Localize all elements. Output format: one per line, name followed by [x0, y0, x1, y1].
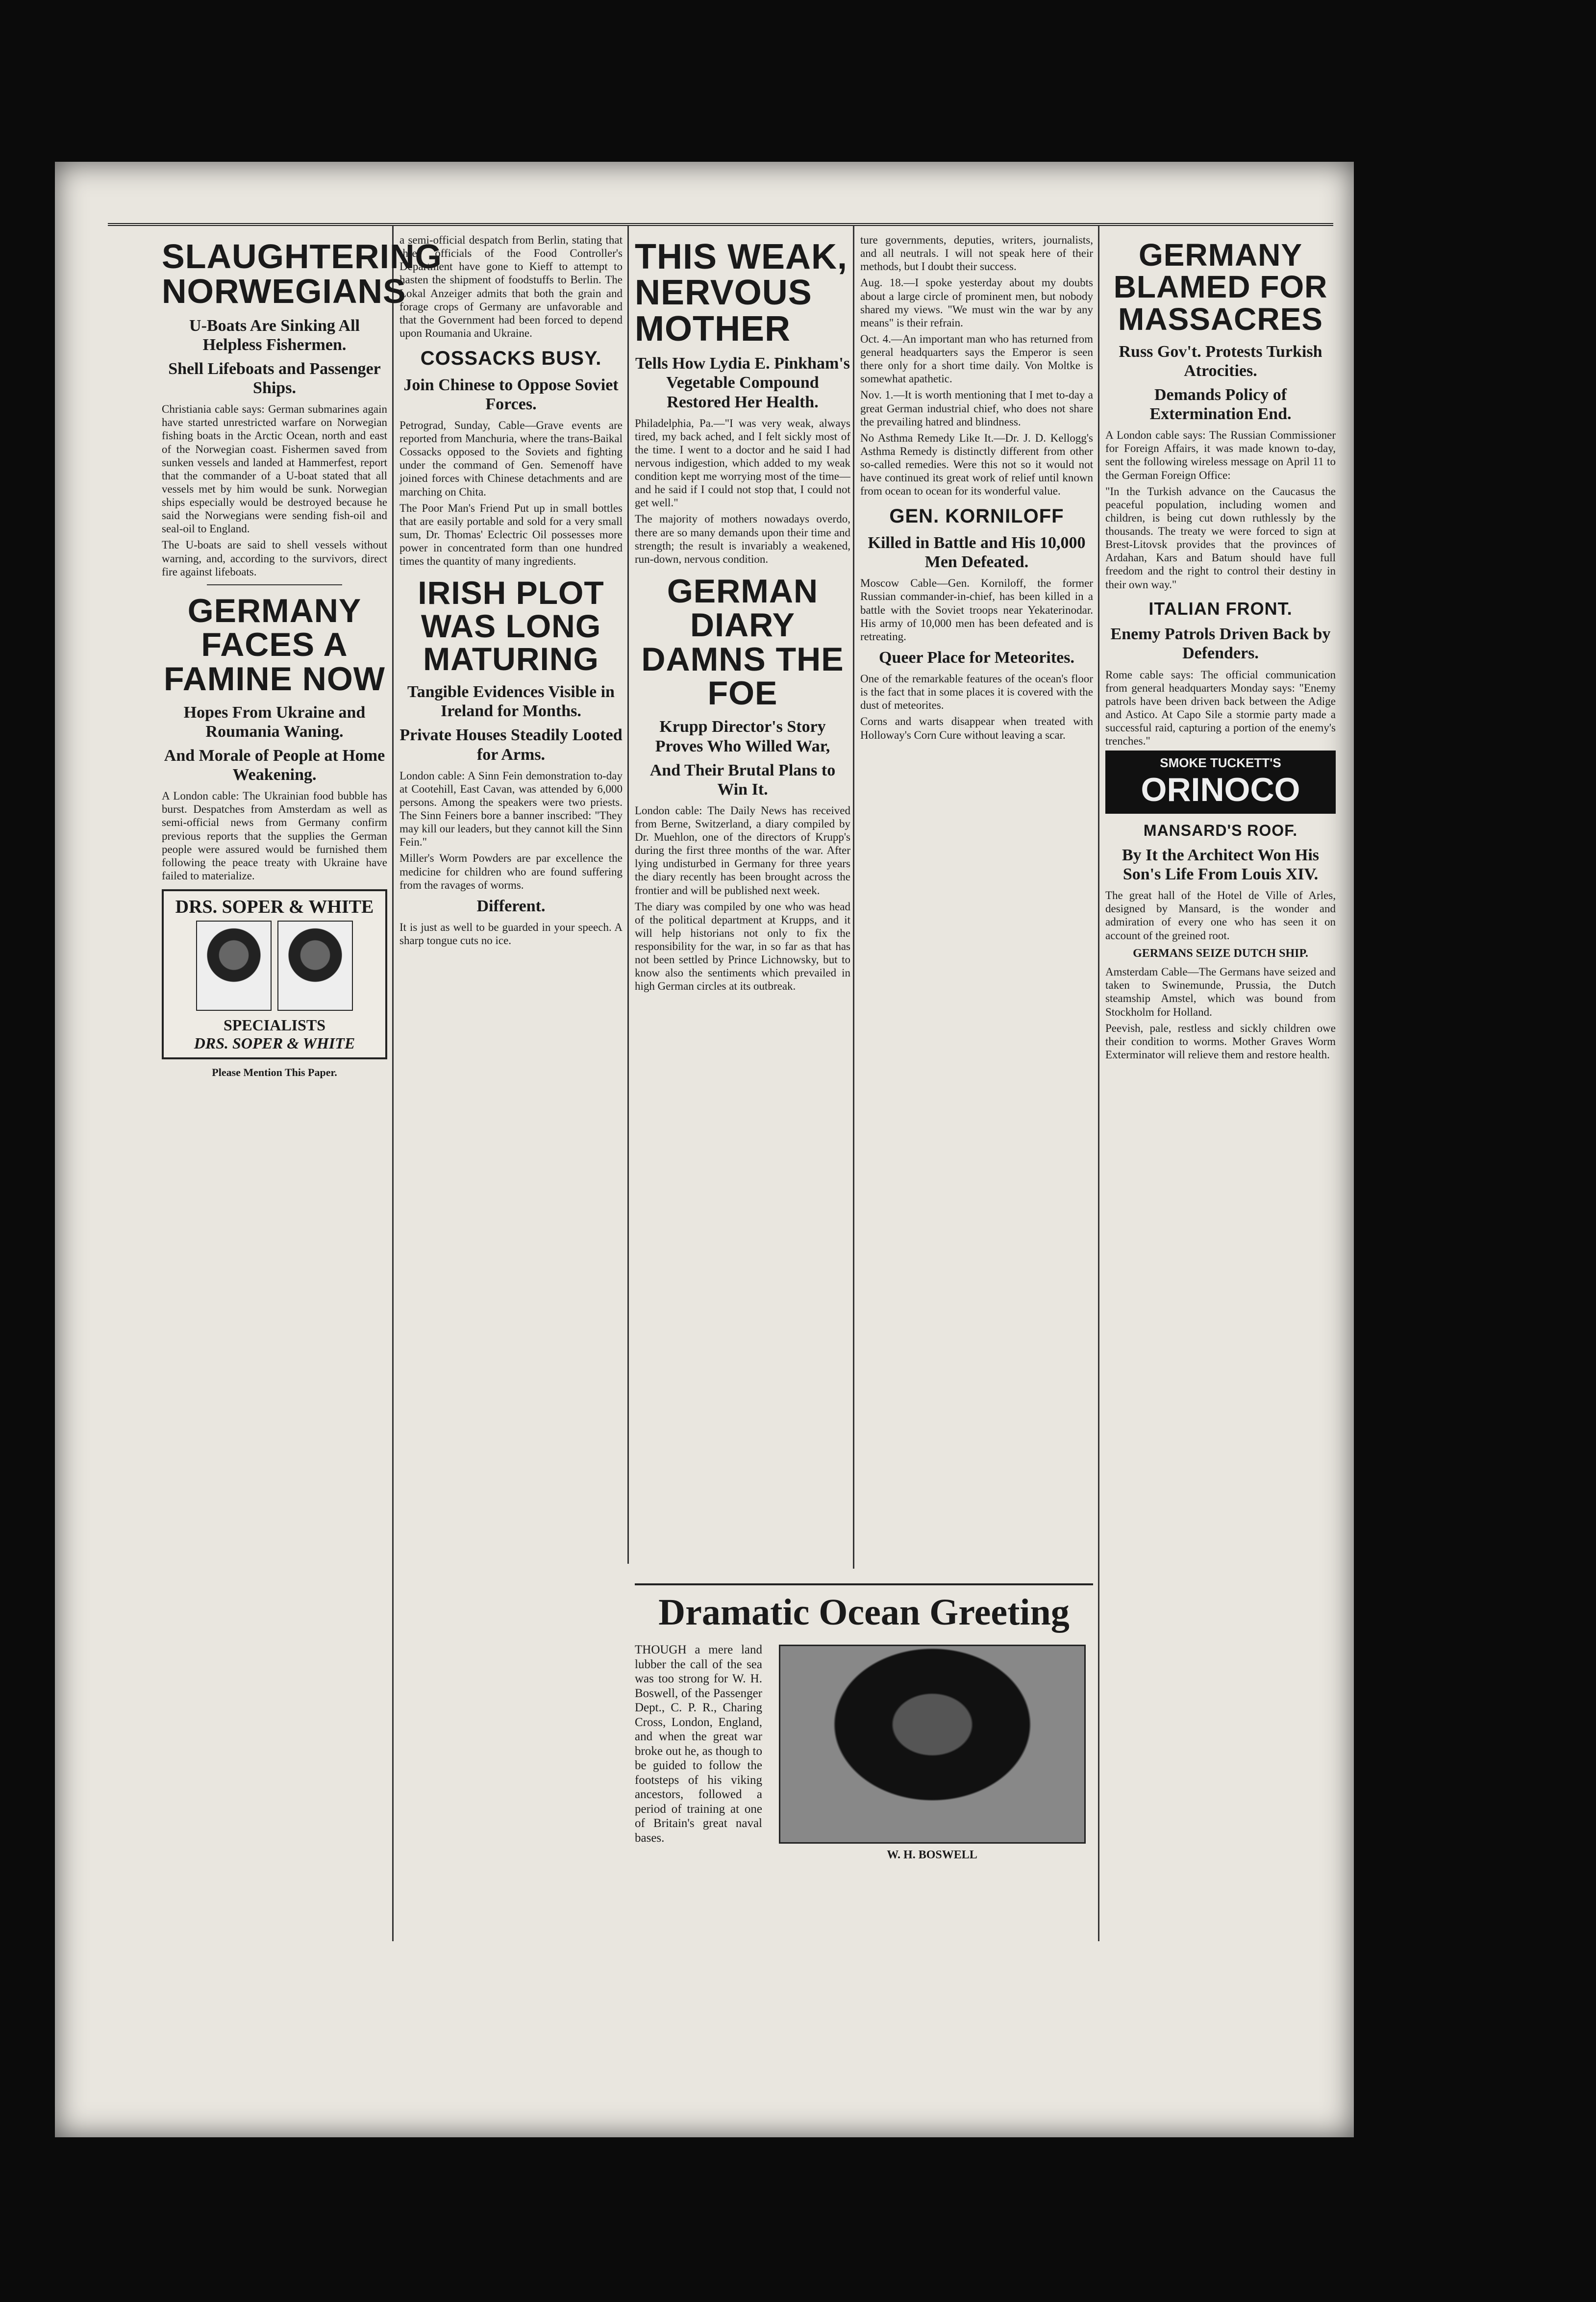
- article-text: The majority of mothers nowadays overdo, there are so many demands upon their time and strength; the result is invariably a weakened, run-down, nervous condition.: [635, 513, 850, 565]
- article-text: A London cable says: The Russian Commissioner for Foreign Affairs, it was made known to-day, sent the following wireless message on April 11 to the German Foreign Office:: [1105, 429, 1336, 481]
- headline-irish-plot: IRISH PLOT WAS LONG MATURING: [418, 575, 604, 677]
- headline-gen-korniloff: GEN. KORNILOFF: [889, 505, 1064, 527]
- portrait-image: [277, 921, 353, 1011]
- article-text: Peevish, pale, restless and sickly children owe their condition to worms. Mother Graves Worm Exterminator will relieve them and restore health.: [1105, 1022, 1336, 1061]
- ad-orinoco: ORINOCO: [1141, 771, 1300, 809]
- article-text: THOUGH a mere land lubber the call of the sea was too strong for W. H. Boswell, of the Passenger Dept., C. P. R., Charing Cross, London, England, and when the great war broke out he, as though to be guided to follow the footsteps of his viking ancestors, followed a period of training at one of Britain's great naval bases.: [635, 1643, 762, 1845]
- article-text: A London cable: The Ukrainian food bubble has burst. Despatches from Amsterdam as well as semi-official news from Germany confirm previous reports that the supplies the German people were assured would be furnished them following the peace treaty with Ukraine have failed to materialize.: [162, 790, 387, 882]
- subhead: Hopes From Ukraine and Roumania Waning.: [183, 703, 366, 741]
- article-text: Rome cable says: The official communication from general headquarters Monday says: "Enemy patrols have been driven back between the Adige and Astico. At Capo Sile a stormie party made a successful raid, capturing a portion of the enemy's trenches.": [1105, 668, 1336, 748]
- article-text: It is just as well to be guarded in your speech. A sharp tongue cuts no ice.: [399, 921, 623, 947]
- column-divider: [627, 225, 629, 1564]
- subhead: Private Houses Steadily Looted for Arms.: [399, 726, 623, 764]
- article-text: Aug. 18.—I spoke yesterday about my doubts about a large circle of prominent men, but nobody shared my views. "We must win the war by any means" is their refrain.: [860, 276, 1093, 329]
- column-divider: [853, 225, 854, 1569]
- separator: [207, 584, 342, 585]
- article-text: The diary was compiled by one who was head of the political department at Krupps, and it will help historians not only to fix the responsibility for the war, in so far as that has not been settled by Prince Lichnowsky, but to know also the sentiments which prevailed in high German circles at its outbreak.: [635, 900, 850, 993]
- headline-weak-nervous-mother: THIS WEAK, NERVOUS MOTHER: [635, 237, 848, 349]
- column-5: [1105, 230, 1336, 1946]
- headline-slaughtering-norwegians: SLAUGHTERING NORWEGIANS: [162, 237, 442, 311]
- column-divider: [1098, 225, 1099, 1941]
- article-text: a semi-official despatch from Berlin, stating that three officials of the Food Controller's Department have gone to Kieff to attempt to hasten the shipment of foodstuffs to Berlin. The Lokal Anzeiger admits that both the grain and forage crops of Germany are unfavorable and that the Government had been forced to depend upon Roumania and Ukraine.: [399, 234, 623, 339]
- subhead: Tells How Lydia E. Pinkham's Vegetable Compound Restored Her Health.: [635, 354, 850, 411]
- article-text: London cable: The Daily News has received from Berne, Switzerland, a diary compiled by Dr. Muehlon, one of the directors of Krupp's during the first three months of the war. After lying undisturbed in Germany for three years the diary recently has been brought across the frontier and will be published next week.: [635, 804, 850, 897]
- article-text: Moscow Cable—Gen. Korniloff, the former Russian commander-in-chief, has been killed in a battle with the Soviet troops near Yekaterinodar. His army of 10,000 men has been defeated and is retreating.: [860, 577, 1093, 643]
- subhead: U-Boats Are Sinking All Helpless Fishermen.: [189, 316, 360, 354]
- article-text: Oct. 4.—An important man who has returned from general headquarters says the Emperor is seen there only for a short time daily. Von Moltke is somewhat apathetic.: [860, 332, 1093, 385]
- headline-cossacks-busy: COSSACKS BUSY.: [420, 348, 602, 369]
- article-text: Petrograd, Sunday, Cable—Grave events are reported from Manchuria, where the trans-Baikal Cossacks opposed to the Soviets and fighting under the command of Gen. Semenoff have joined forces with Chinese detachments and are marching on Chita.: [399, 419, 623, 498]
- headline-mansards-roof: MANSARD'S ROOF.: [1143, 822, 1298, 840]
- article-text: Christiania cable says: German submarines again have started unrestricted warfare on Norwegian fishing boats in the Arctic Ocean, north and east of the Norwegian coast. Fishermen saved from sunken vessels and landed at Hammerfest, report that the commander of a U-boat stated that all vessels met by him would be sunk. Norwegian ships especially would be destroyed because he said the Norwegians were sending fish-oil and seal-oil to England.: [162, 403, 387, 535]
- subhead: Krupp Director's Story Proves Who Willed War,: [655, 718, 830, 755]
- subhead: Different.: [476, 897, 546, 915]
- portrait-image: [196, 921, 272, 1011]
- ad-smoke-tucketts: SMOKE TUCKETT'S: [1160, 755, 1281, 771]
- ocean-greeting-section: [635, 1583, 1093, 2100]
- article-text: The U-boats are said to shell vessels without warning, and, according to the survivors, direct fire against lifeboats.: [162, 539, 387, 578]
- subhead: Shell Lifeboats and Passenger Ships.: [168, 359, 381, 398]
- column-3: [635, 230, 850, 1554]
- column-divider: [392, 225, 394, 1941]
- advertisement-orinoco: [1105, 751, 1336, 814]
- photo-caption: W. H. BOSWELL: [887, 1849, 977, 1861]
- subhead: Killed in Battle and His 10,000 Men Defeated.: [868, 534, 1086, 572]
- article-text: Amsterdam Cable—The Germans have seized and taken to Swinemunde, Prussia, the Dutch steamship Amstel, which was bound from Stockholm for Holland.: [1105, 966, 1336, 1018]
- headline-german-diary: GERMAN DIARY DAMNS THE FOE: [641, 572, 844, 712]
- article-text: Miller's Worm Powders are par excellence the medicine for children who are found suffering from the ravages of worms.: [399, 852, 623, 891]
- ad-title: DRS. SOPER & WHITE: [175, 897, 374, 918]
- article-text: No Asthma Remedy Like It.—Dr. J. D. Kellogg's Asthma Remedy is distinctly different from other so-called remedies. Were this not so it would not have continued its great work of relief until known from ocean to ocean for its wonderful value.: [860, 431, 1093, 498]
- article-text: ture governments, deputies, writers, journalists, and all neutrals. I will not speak here of their methods, but I doubt their success.: [860, 234, 1093, 273]
- ad-specialists: SPECIALISTS: [223, 1016, 326, 1034]
- banner-headline: Dramatic Ocean Greeting: [658, 1592, 1070, 1633]
- subhead: Tangible Evidences Visible in Ireland for Months.: [407, 683, 615, 721]
- column-4: [860, 230, 1093, 1554]
- article-text: London cable: A Sinn Fein demonstration to-day at Cootehill, East Cavan, was attended by 6,000 persons. Among the speakers were two priests. The Sinn Feiners bore a banner inscribed: "They may kill our leaders, but they cannot kill the Sinn Fein.": [399, 769, 623, 849]
- article-text: Philadelphia, Pa.—"I was very weak, always tired, my back ached, and I felt sickly most of the time. I went to a doctor and he said I had nervous indigestion, which added to my weak condition kept me worrying most of the time—and he said if I could not stop that, I could not get well.": [635, 417, 850, 509]
- subhead: GERMANS SEIZE DUTCH SHIP.: [1133, 947, 1308, 960]
- subhead: Demands Policy of Extermination End.: [1149, 385, 1292, 424]
- column-2: [399, 230, 623, 1946]
- subhead: And Morale of People at Home Weakening.: [164, 747, 385, 784]
- article-text: The Poor Man's Friend Put up in small bottles that are easily portable and sold for a very small sum, Dr. Thomas' Eclectric Oil possesses more power in concentrated form than one hundred times the quantity of many ingredients.: [399, 501, 623, 568]
- subhead: And Their Brutal Plans to Win It.: [649, 761, 836, 799]
- article-text: The great hall of the Hotel de Ville of Arles, designed by Mansard, is the wonder and admiration of every one who has seen it on account of the greined root.: [1105, 889, 1336, 942]
- subhead: By It the Architect Won His Son's Life From Louis XIV.: [1122, 846, 1320, 884]
- subhead: Enemy Patrols Driven Back by Defenders.: [1110, 625, 1331, 663]
- headline-italian-front: ITALIAN FRONT.: [1148, 598, 1293, 619]
- ad-note: Please Mention This Paper.: [212, 1066, 337, 1079]
- portrait-photo: [779, 1645, 1086, 1844]
- article-text: One of the remarkable features of the ocean's floor is the fact that in some places it is covered with the dust of meteorites.: [860, 673, 1093, 712]
- article-text: "In the Turkish advance on the Caucasus the peaceful population, including women and children, is being cut down ruthlessly by the thousands. The treaty we were forced to sign at Brest-Litovsk provides that the provinces of Ardahan, Kars and Batum should have full freedom and the right to control their destiny in their own way.": [1105, 485, 1336, 591]
- ad-footer: DRS. SOPER & WHITE: [194, 1034, 355, 1052]
- article-text: Nov. 1.—It is worth mentioning that I met to-day a great German industrial chief, who does not share the prevailing hatred and blindness.: [860, 389, 1093, 428]
- column-1: [162, 230, 442, 1946]
- article-text: Corns and warts disappear when treated with Holloway's Corn Cure without leaving a scar.: [860, 715, 1093, 741]
- subhead: Russ Gov't. Protests Turkish Atrocities.: [1119, 342, 1322, 380]
- masthead-rule: [108, 223, 1333, 226]
- subhead: Queer Place for Meteorites.: [879, 648, 1074, 667]
- subhead: Join Chinese to Oppose Soviet Forces.: [403, 375, 619, 413]
- headline-germany-blamed: GERMANY BLAMED FOR MASSACRES: [1113, 237, 1328, 337]
- headline-germany-faces-famine: GERMANY FACES A FAMINE NOW: [164, 592, 385, 698]
- advertisement-soper-white: [162, 889, 387, 1059]
